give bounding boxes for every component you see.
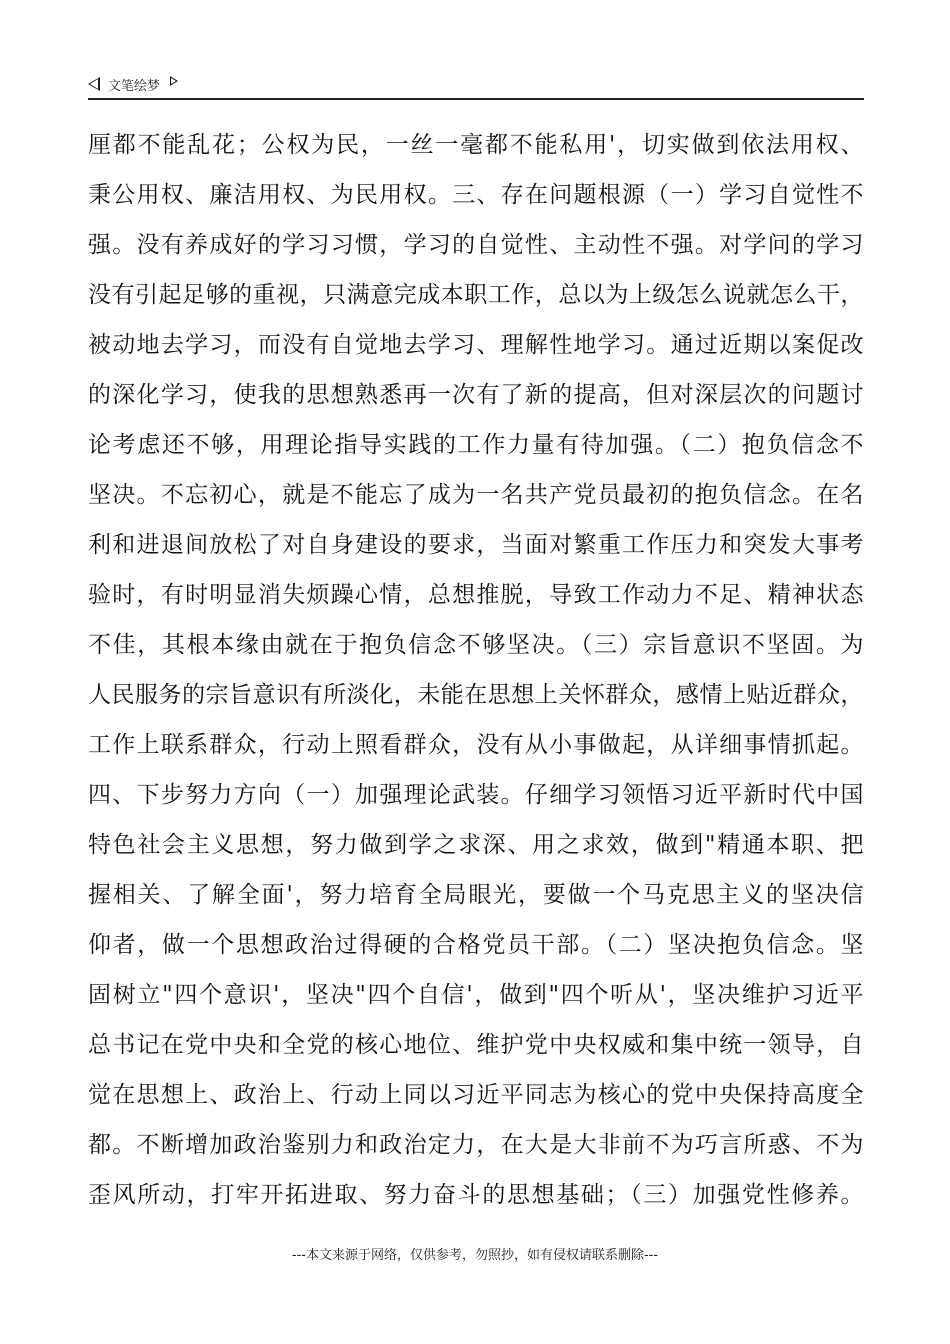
- body-line: 仰者，做一个思想政治过得硬的合格党员干部。（二）坚决抱负信念。坚: [88, 932, 864, 958]
- brand-label: 文笔绘梦: [108, 78, 161, 94]
- body-line: 人民服务的宗旨意识有所淡化，未能在思想上关怀群众，感情上贴近群众，: [88, 682, 864, 708]
- document-body: [88, 120, 864, 1220]
- header-brand: [88, 72, 178, 96]
- body-line: 歪风所动，打牢开拓进取、努力奋斗的思想基础；（三）加强党性修养。: [88, 1182, 864, 1208]
- page-footer: ---本文来源于网络，仅供参考，勿照抄，如有侵权请联系删除---: [291, 1248, 659, 1263]
- body-line: 觉在思想上、政治上、行动上同以习近平同志为核心的党中央保持高度全: [88, 1082, 864, 1108]
- body-line: 工作上联系群众，行动上照看群众，没有从小事做起，从详细事情抓起。: [88, 732, 864, 758]
- triangle-left-icon: [88, 77, 100, 91]
- body-line: 厘都不能乱花；公权为民，一丝一毫都不能私用'，切实做到依法用权、: [88, 132, 864, 158]
- body-line: 的深化学习，使我的思想熟悉再一次有了新的提高，但对深层次的问题讨: [88, 382, 864, 408]
- body-line: 利和进退间放松了对自身建设的要求，当面对繁重工作压力和突发大事考: [88, 532, 864, 558]
- body-line: 被动地去学习，而没有自觉地去学习、理解性地学习。通过近期以案促改: [88, 332, 864, 358]
- page-header: [88, 72, 864, 100]
- body-line: 握相关、了解全面'，努力培育全局眼光，要做一个马克思主义的坚决信: [88, 882, 864, 908]
- triangle-right-icon: [170, 76, 178, 86]
- body-line: 不佳，其根本缘由就在于抱负信念不够坚决。（三）宗旨意识不坚固。为: [88, 632, 864, 658]
- body-line: 秉公用权、廉洁用权、为民用权。三、存在问题根源（一）学习自觉性不: [88, 182, 864, 208]
- body-line: 特色社会主义思想，努力做到学之求深、用之求效，做到"精通本职、把: [88, 832, 864, 858]
- body-line: 总书记在党中央和全党的核心地位、维护党中央权威和集中统一领导，自: [88, 1032, 864, 1058]
- body-line: 固树立"四个意识'，坚决"四个自信'，做到"四个听从'，坚决维护习近平: [88, 982, 864, 1008]
- body-line: 强。没有养成好的学习习惯，学习的自觉性、主动性不强。对学问的学习: [88, 232, 864, 258]
- body-line: 四、下步努力方向（一）加强理论武装。仔细学习领悟习近平新时代中国: [88, 782, 864, 808]
- body-line: 没有引起足够的重视，只满意完成本职工作，总以为上级怎么说就怎么干，: [88, 282, 864, 308]
- body-line: 坚决。不忘初心，就是不能忘了成为一名共产党员最初的抱负信念。在名: [88, 482, 864, 508]
- body-line: 都。不断增加政治鉴别力和政治定力，在大是大非前不为巧言所惑、不为: [88, 1132, 864, 1158]
- body-line: 论考虑还不够，用理论指导实践的工作力量有待加强。（二）抱负信念不: [88, 432, 864, 458]
- body-line: 验时，有时明显消失烦躁心情，总想推脱，导致工作动力不足、精神状态: [88, 582, 864, 608]
